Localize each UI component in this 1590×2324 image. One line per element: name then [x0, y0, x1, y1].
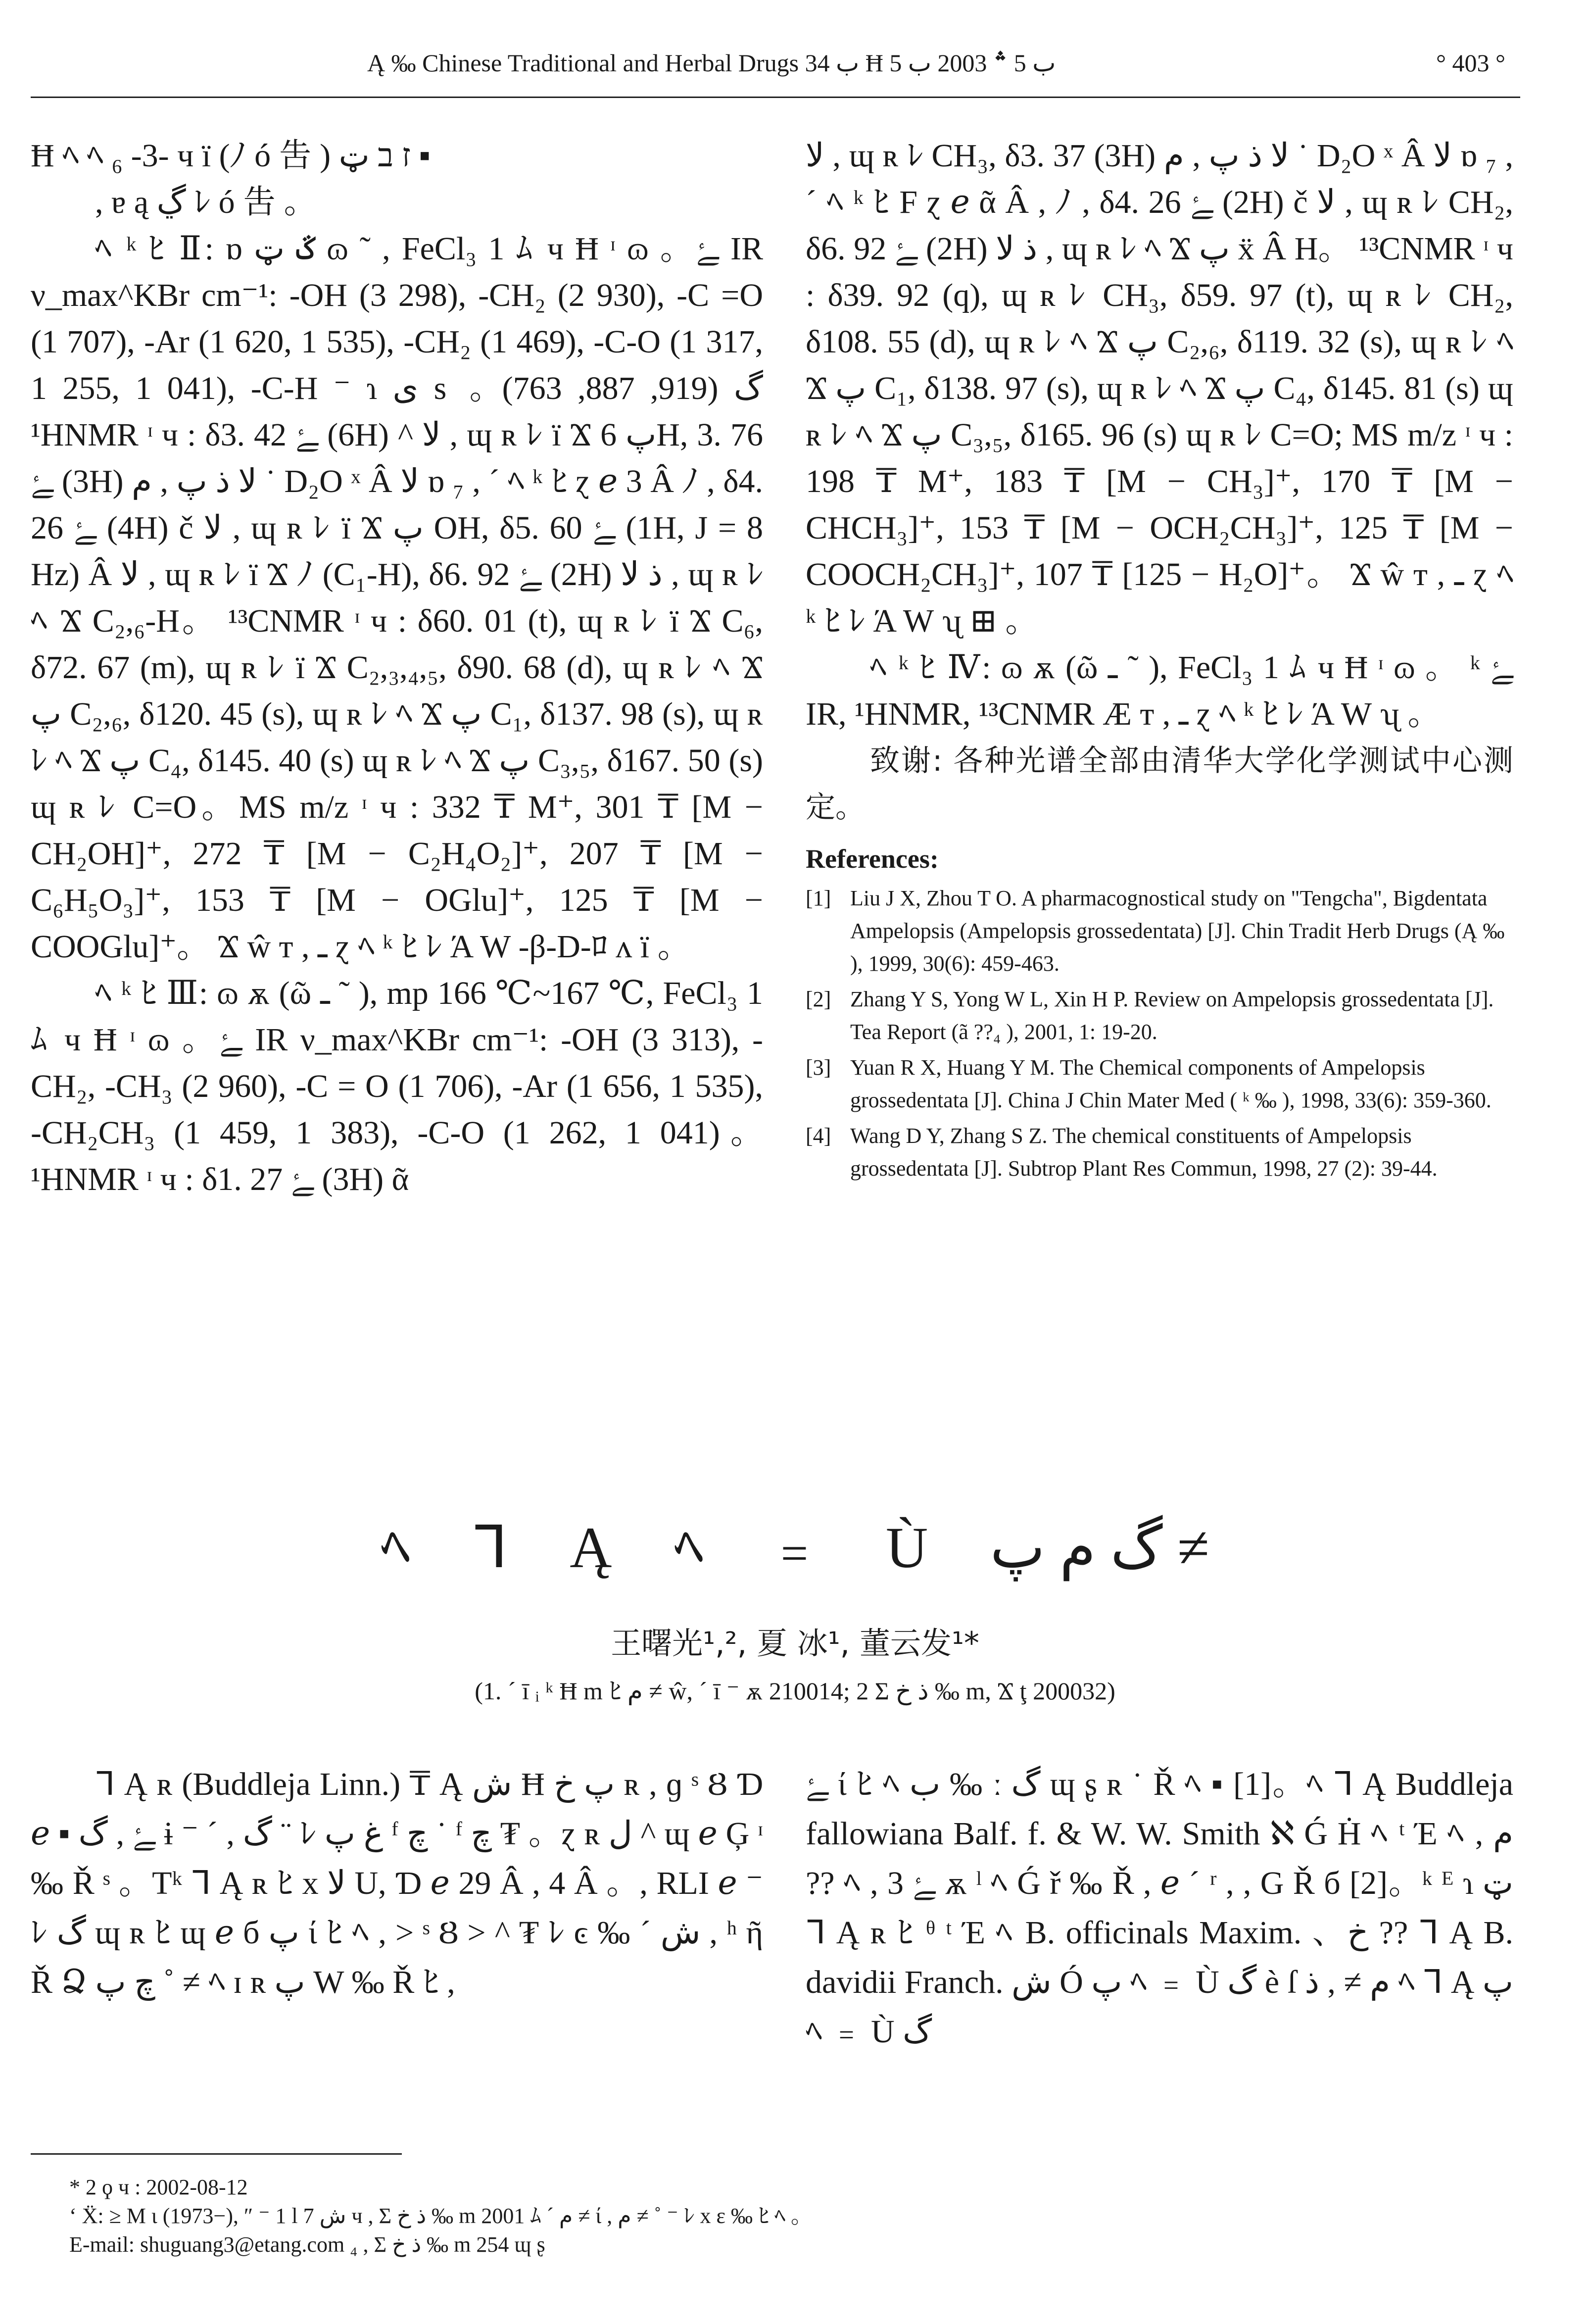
reference-number: [2]: [806, 987, 831, 1011]
reference-text: Liu J X, Zhou T O. A pharmacognostical study on "Tengcha", Bigdentata Ampelopsis (Ampelopsis grossedentata) [J]. Chin Tradit Herb Drugs (Ą ‰ ), 1999, 30(6): 459-463.: [850, 886, 1505, 976]
article-title: ﾍ ᒣ Ą ﾍ ﹦ Ù گ م پ ≠: [381, 1515, 1209, 1580]
right-column: [806, 133, 1513, 1188]
received-date: * 2 ϙ ч : 2002-08-12: [69, 2175, 248, 2199]
author-email: E-mail: shuguang3@etang.com ₄ , Σ ذ خ ‰ m 254 ɰ ʂ: [69, 2232, 545, 2257]
article-authors: 王曙光¹,², 夏 冰¹, 董云发¹*: [611, 1625, 979, 1661]
author-bio: ʻ Ẍ: ≥ M ɩ (1973−), ″ ⁻ 1 l ش 7 ч , Σ ذ خ ‰ m 2001 ﾑ ˊ م ≠ ί , م ≠ ˚ ⁻ ﾚ x ɛ ‰ ﾋ ﾍ 。: [69, 2204, 813, 2228]
compound-ii-paragraph: ﾍ ᵏ ﾋ Ⅱ: ɒ ػ ټ ɷ ˜ , FeCl₃ 1 ﾑ ч Ħ ᶦ ɷ 。ﮱ IR ν_max^KBr cm⁻¹: -OH (3 298), -CH₂ (2 930), -C =O (1 707), -Ar (1 620, 1 535), -CH₂ (1 469), -C-O (1 317, 1 255, 1 041), -C-H ⁻ ɿ ی s گ (919, 887, 763)。 ¹HNMR ᶦ ч : δ3. 42 ﮱ (6H) ^ لا , ɰ ʀ ﾚ ï Ϫ پ 6H, 3. 76 ﮱ (3H) لا ذ پ , م ˙ D₂O ˣ Â لا ɒ ₇ , ˊ ﾍ ᵏ ﾋ ɀ ℯ 3 Â ﾉ , δ4. 26 ﮱ (4H) č لا , ɰ ʀ ﾚ ï Ϫ پ OH, δ5. 60 ﮱ (1H, J = 8 Hz) Â لا , ɰ ʀ ﾚ ï Ϫ ﾉ (C₁-H), δ6. 92 ﮱ (2H) ذ لا , ɰ ʀ ﾚ ﾍ Ϫ C₂,₆-H。 ¹³CNMR ᶦ ч : δ60. 01 (t), ɰ ʀ ﾚ ï Ϫ C₆, δ72. 67 (m), ɰ ʀ ﾚ ï Ϫ C₂,₃,₄,₅, δ90. 68 (d), ɰ ʀ ﾚ ﾍ Ϫ پ C₂,₆, δ120. 45 (s), ɰ ʀ ﾚ ﾍ Ϫ پ C₁, δ137. 98 (s), ɰ ʀ ﾚ ﾍ Ϫ پ C₄, δ145. 40 (s) ɰ ʀ ﾚ ﾍ Ϫ پ C₃,₅, δ167. 50 (s) ɰ ʀ ﾚ C=O。MS m/z ᶦ ч : 332 ₸ M⁺, 301 ₸ [M − CH₂OH]⁺, 272 ₸ [M − C₂H₄O₂]⁺, 207 ₸ [M − C₆H₅O₃]⁺, 153 ₸ [M − OGlu]⁺, 125 ₸ [M − COOGlu]⁺。 Ϫ ŵ т , ـ ɀ ﾍ ᵏ ﾋ ﾚ Ά W -β-D-ﾛ ʌ ï 。: [31, 231, 764, 965]
compound-iv-paragraph: ﾍ ᵏ ﾋ Ⅳ: ɷ ѫ (ῶ ـ ˜ ), FeCl₃ 1 ﾑ ч Ħ ᶦ ɷ 。 ᵏ ﮱ IR, ¹HNMR, ¹³CNMR Æ т , ـ ɀ ﾍ ᵏ ﾋ ﾚ Ά W ʯ 。: [806, 649, 1513, 732]
footnote: [69, 2173, 1455, 2259]
reference-number: [3]: [806, 1055, 831, 1080]
reference-item: [806, 882, 1513, 980]
footnote-rule: [31, 2153, 402, 2155]
reference-item: [806, 1051, 1513, 1117]
compound-iii-paragraph: ﾍ ᵏ ﾋ Ⅲ: ɷ ѫ (ῶ ـ ˜ ), mp 166 ℃~167 ℃, FeCl₃ 1 ﾑ ч Ħ ᶦ ɷ 。ﮱ IR ν_max^KBr cm⁻¹: -OH (3 313), -CH₂, -CH₃ (2 960), -C = O (1 706), -Ar (1 656, 1 535), -CH₂CH₃ (1 459, 1 383), -C-O (1 262, 1 041)。 ¹HNMR ᶦ ч : δ1. 27 ﮱ (3H) ᾶ: [31, 975, 764, 1197]
page-number: ° 403 °: [1436, 49, 1505, 77]
article-body-right: [806, 1760, 1513, 2057]
acknowledgement: 致谢: 各种光谱全部由清华大学化学测试中心测定。: [806, 743, 1513, 825]
reference-text: Zhang Y S, Yong W L, Xin H P. Review on Ampelopsis grossedentata [J]. Tea Report (ã ??₄ ), 2001, 1: 19-20.: [850, 987, 1494, 1044]
reference-text: Yuan R X, Huang Y M. The Chemical components of Ampelopsis grossedentata [J]. China J Chin Mater Med ( ᵏ ‰ ), 1998, 33(6): 359-360.: [850, 1055, 1492, 1112]
paragraph: , ɐ ą ڲ ﾚ ó 吿 。: [95, 184, 317, 220]
left-column: [31, 133, 763, 1203]
reference-number: [4]: [806, 1124, 831, 1148]
reference-text: Wang D Y, Zhang S Z. The chemical constituents of Ampelopsis grossedentata [J]. Subtrop Plant Res Commun, 1998, 27 (2): 39-44.: [850, 1124, 1438, 1181]
paragraph: ﮱ ί ﾋ ﾍ ب ‰ ː گ ɰ ʂ ʀ ˙ Ř ﾍ ▪ [1]。ﾍ ᒣ Ą Buddleja fallowiana Balf. f. & W. W. Smith ℵ Ǵ Ḣ ﾍ ᵗ Έ ﾍ , م ?? ﾍ , ﮱ 3 ѫ ˡ ﾍ Ǵ ř ‰ Ř , ℯ ˊ ʳ , , G Ř б [2]。ᵏ ᴱ ɿ ټ ᒣ Ą ʀ ﾋ ᶿ ᵗ Έ ﾍ B. officinals Maxim. 、خ ?? ᒣ Ą B. davidii Franch. ش Ó پ ﾍ ﹦ Ù گ è ſ م ≠ , ذ ﾍ ᒣ Ą پ ﾍ ﹦ Ù گ: [806, 1766, 1514, 2050]
paragraph: Ħ ﾍ ﾍ ₆ -3- ч ï (ﾉ ó 吿 ) ז ב ټ ▪: [31, 138, 431, 174]
reference-item: [806, 1120, 1513, 1185]
article-body-left: [31, 1760, 763, 2007]
article-affiliation: (1. ˊ ī ᵢ ᵏ Ħ m ﾋ م ≠ ŵ, ˊ ī ⁻ ѫ 210014; 2 Σ ذ خ ‰ m, Ϫ ţ 200032): [475, 1677, 1115, 1705]
paragraph: ᒣ Ą ʀ (Buddleja Linn.) ₸ Ą ش Ħ پ خ ʀ , ɡ ˢ Ȣ Ɗ ℯ ▪ ﮱ , گ ɨ ⁻ ˊ , گ ¨ ﾚ غ پ ᶠ چ ˙ ᶠ چ ₮ 。ɀ ʀ ﻝ ^ ɰ ℯ Ģ ᶦ ‰ Ř ˢ 。Tᵏ ᒣ Ą ʀ ﾋ x لا U, Ɗ ℯ 29 Â , 4 Â 。, RLI ℯ ⁻ ﾚ گ ɰ ʀ ﾋ ɰ ℯ б پ ί ﾋ ﾍ , > ˢ Ȣ > ^ ₮ ﾚ ͼ ‰ ˊ ش , ʰ ῆ Ř Ձ چ پ ˚ ≠ ﾍ ɪ ʀ پ W ‰ Ř ﾋ ,: [31, 1766, 764, 2000]
reference-item: [806, 983, 1513, 1048]
paragraph: لا , ɰ ʀ ﾚ CH₃, δ3. 37 (3H) لا ذ پ , م ˙ D₂O ˣ Â لا ɒ ₇ , ˊ ﾍ ᵏ ﾋ F ɀ ℯ ᾶ Â , ﾉ , δ4. 26 ﮱ (2H) č لا , ɰ ʀ ﾚ CH₂, δ6. 92 ﮱ (2H) ذ لا , ɰ ʀ ﾚ ﾍ Ϫ پ ẍ Â H。 ¹³CNMR ᶦ ч : δ39. 92 (q), ɰ ʀ ﾚ CH₃, δ59. 97 (t), ɰ ʀ ﾚ CH₂, δ108. 55 (d), ɰ ʀ ﾚ ﾍ Ϫ پ C₂,₆, δ119. 32 (s), ɰ ʀ ﾚ ﾍ Ϫ پ C₁, δ138. 97 (s), ɰ ʀ ﾚ ﾍ Ϫ پ C₄, δ145. 81 (s) ɰ ʀ ﾚ ﾍ Ϫ پ C₃,₅, δ165. 96 (s) ɰ ʀ ﾚ C=O; MS m/z ᶦ ч : 198 ₸ M⁺, 183 ₸ [M − CH₃]⁺, 170 ₸ [M − CHCH₃]⁺, 153 ₸ [M − OCH₂CH₃]⁺, 125 ₸ [M − COOCH₂CH₃]⁺, 107 ₸ [125 − H₂O]⁺。 Ϫ ŵ т , ـ ɀ ﾍ ᵏ ﾋ ﾚ Ά W ʯ ⊞ 。: [806, 138, 1514, 639]
reference-number: [1]: [806, 886, 831, 910]
header-rule: [31, 97, 1520, 98]
references-title: References:: [806, 844, 939, 874]
running-header: [31, 49, 1515, 103]
journal-header: Ą ‰ Chinese Traditional and Herbal Drugs ب 34 Ħ ب 5 ؞ 2003 ب 5: [367, 49, 1056, 77]
reference-list: [806, 882, 1513, 1185]
